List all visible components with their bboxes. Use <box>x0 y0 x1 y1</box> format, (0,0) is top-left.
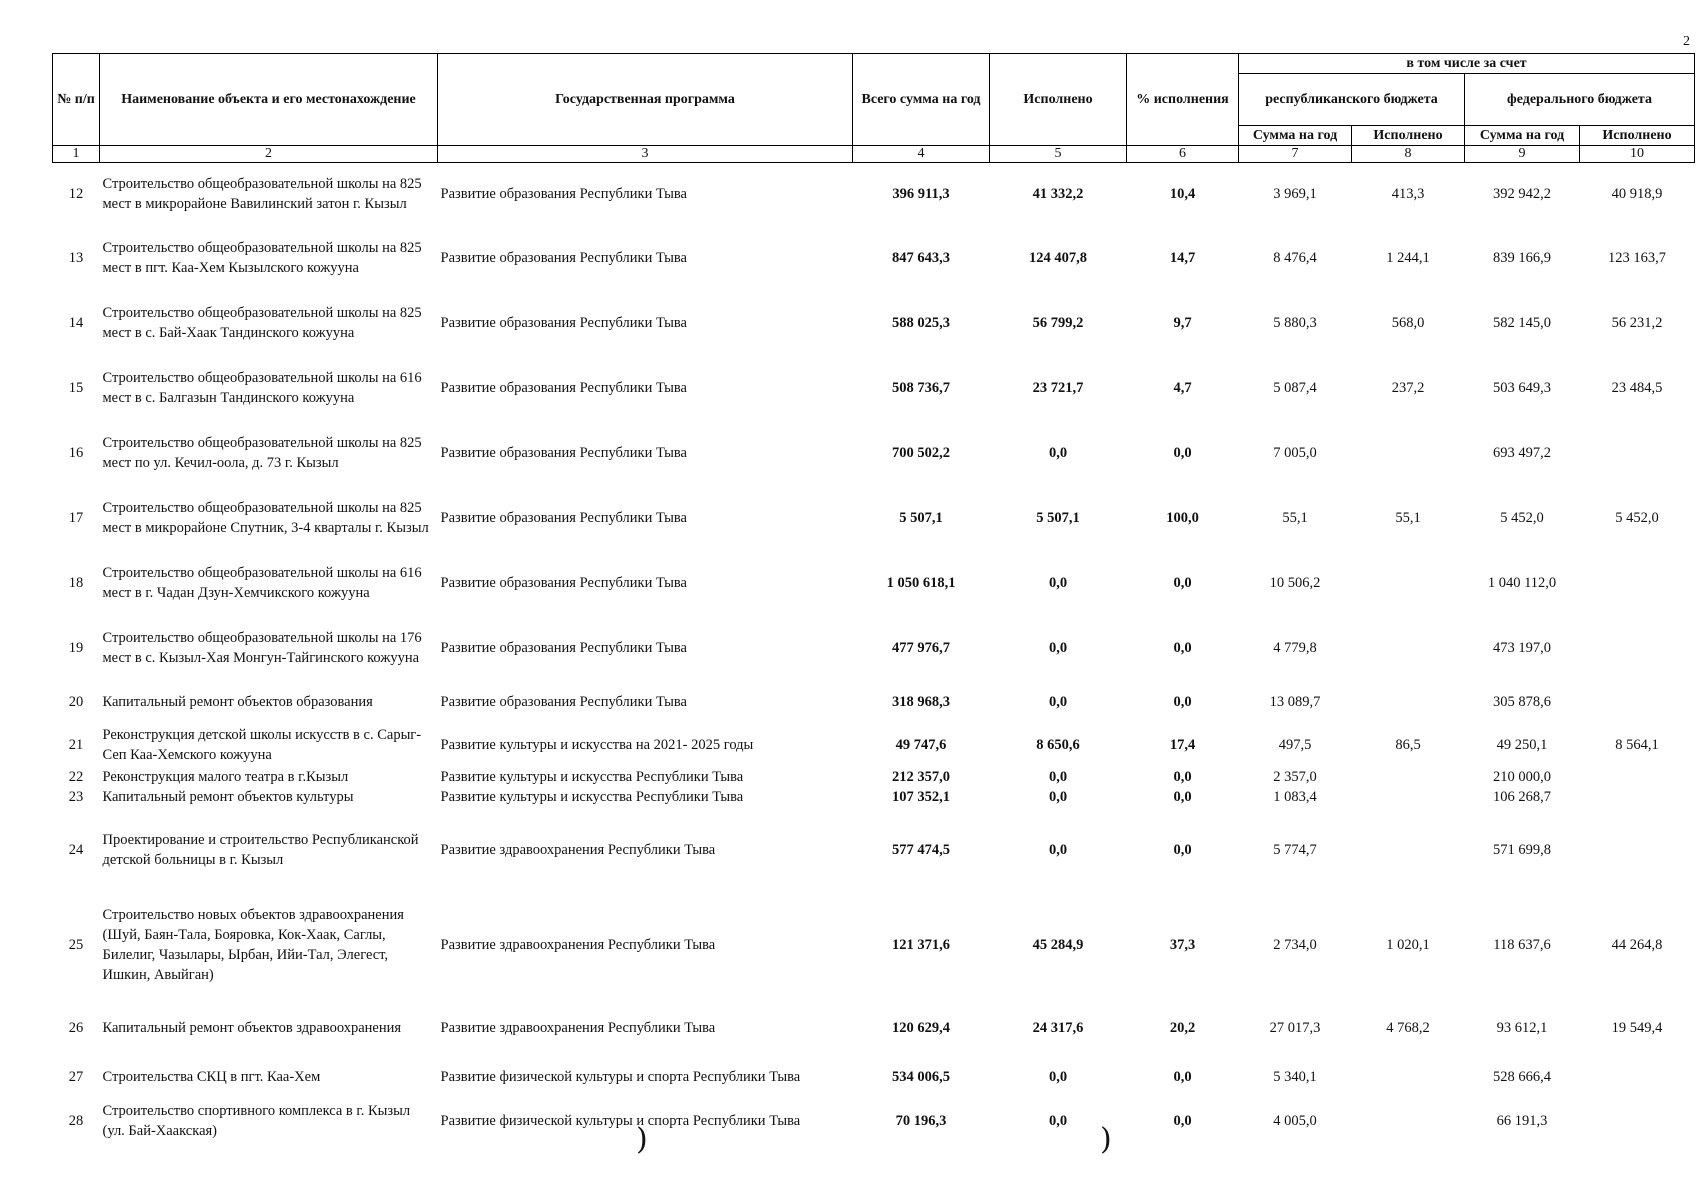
done-sum: 0,0 <box>1048 575 1068 591</box>
fed-budget-done: 5 452,0 <box>1615 510 1659 526</box>
program-name: Развитие культуры и искусства Республики Тыва <box>440 768 744 785</box>
table-row <box>53 1059 1695 1095</box>
program-name: Развитие образования Республики Тыва <box>440 380 687 396</box>
fed-budget-sum: 473 197,0 <box>1493 640 1551 656</box>
fed-budget-sum: 106 268,7 <box>1493 788 1551 805</box>
header-fed-budget: федерального бюджета <box>1465 74 1695 126</box>
total-sum: 5 507,1 <box>899 510 943 526</box>
fed-budget-done: 123 163,7 <box>1608 250 1666 266</box>
fed-budget-done <box>1580 681 1695 723</box>
row-number: 23 <box>68 788 84 805</box>
construction-report-table <box>52 53 1695 1147</box>
column-number-row <box>53 146 1695 163</box>
rep-budget-done <box>1352 616 1465 681</box>
fed-budget-sum: 5 452,0 <box>1500 510 1544 526</box>
table-row <box>53 616 1695 681</box>
row-number: 17 <box>68 510 84 526</box>
table-row <box>53 997 1695 1059</box>
percent-done: 0,0 <box>1173 575 1192 591</box>
total-sum: 107 352,1 <box>892 788 950 805</box>
rep-budget-done: 55,1 <box>1395 510 1421 526</box>
rep-budget-sum: 2 734,0 <box>1273 937 1317 953</box>
object-name: Реконструкция малого театра в г.Кызыл <box>102 768 349 785</box>
program-name: Развитие образования Республики Тыва <box>440 250 687 266</box>
done-sum: 0,0 <box>1048 842 1068 858</box>
program-name: Развитие здравоохранения Республики Тыва <box>440 842 716 858</box>
done-sum: 0,0 <box>1048 640 1068 656</box>
object-name: Проектирование и строительство Республиканской детской больницы в г. Кызыл <box>102 832 419 868</box>
rep-budget-done: 237,2 <box>1391 380 1425 396</box>
rep-budget-done: 4 768,2 <box>1386 1019 1430 1036</box>
column-number: 7 <box>1239 146 1352 163</box>
object-name: Строительство общеобразовательной школы на 825 мест в микрорайоне Вавилинский затон г. Кызыл <box>102 176 422 213</box>
percent-done: 0,0 <box>1173 1068 1192 1085</box>
percent-done: 37,3 <box>1169 937 1196 953</box>
percent-done: 9,7 <box>1173 315 1192 331</box>
page-number: 2 <box>1683 34 1690 49</box>
table-row <box>53 1095 1695 1147</box>
fed-budget-sum: 571 699,8 <box>1493 842 1551 858</box>
table-row <box>53 421 1695 486</box>
column-number: 9 <box>1465 146 1580 163</box>
object-name: Капитальный ремонт объектов образования <box>102 693 373 710</box>
fed-budget-done: 8 564,1 <box>1615 736 1659 753</box>
handwritten-mark: ) <box>1100 1122 1112 1157</box>
header-name: Наименование объекта и его местонахождение <box>100 54 438 146</box>
done-sum: 0,0 <box>1048 1068 1068 1085</box>
header-fed-sum: Сумма на год <box>1465 126 1580 146</box>
fed-budget-done <box>1580 551 1695 616</box>
total-sum: 318 968,3 <box>892 693 950 710</box>
header-num: № п/п <box>53 54 100 146</box>
object-name: Капитальный ремонт объектов культуры <box>102 788 354 805</box>
rep-budget-done <box>1352 551 1465 616</box>
row-number: 25 <box>68 937 84 953</box>
total-sum: 534 006,5 <box>892 1068 950 1085</box>
program-name: Развитие здравоохранения Республики Тыва <box>440 937 716 953</box>
percent-done: 0,0 <box>1173 693 1192 710</box>
total-sum: 700 502,2 <box>892 445 950 461</box>
rep-budget-sum: 497,5 <box>1278 736 1312 753</box>
header-rep-sum: Сумма на год <box>1239 126 1352 146</box>
row-number: 15 <box>68 380 84 396</box>
done-sum: 8 650,6 <box>1036 736 1080 753</box>
object-name: Строительство общеобразовательной школы на 825 мест по ул. Кечил-оола, д. 73 г. Кызыл <box>102 435 422 471</box>
rep-budget-sum: 5 340,1 <box>1273 1068 1317 1085</box>
fed-budget-sum: 49 250,1 <box>1496 736 1548 753</box>
fed-budget-sum: 392 942,2 <box>1493 186 1551 203</box>
total-sum: 396 911,3 <box>892 186 950 203</box>
fed-budget-sum: 305 878,6 <box>1493 693 1551 710</box>
row-number: 19 <box>68 640 84 656</box>
object-name: Строительство общеобразовательной школы на 825 мест в микрорайоне Спутник, 3-4 кварталы г. Кызыл <box>102 500 429 536</box>
object-name: Строительство новых объектов здравоохранения (Шуй, Баян-Тала, Бояровка, Кок-Хаак, Саглы, Билелиг, Чазылары, Ырбан, Ийи-Тал, Элегест, Ишкин, Авыйган) <box>102 907 404 983</box>
row-number: 22 <box>68 768 84 785</box>
done-sum: 0,0 <box>1048 445 1068 461</box>
percent-done: 20,2 <box>1169 1019 1196 1036</box>
header-total: Всего сумма на год <box>853 54 990 146</box>
fed-budget-sum: 582 145,0 <box>1493 315 1551 331</box>
total-sum: 212 357,0 <box>892 768 950 785</box>
fed-budget-sum: 528 666,4 <box>1493 1068 1551 1085</box>
program-name: Развитие образования Республики Тыва <box>440 186 687 203</box>
rep-budget-sum: 5 774,7 <box>1273 842 1317 858</box>
fed-budget-done: 19 549,4 <box>1611 1019 1663 1036</box>
object-name: Строительство общеобразовательной школы на 176 мест в с. Кызыл-Хая Монгун-Тайгинского кожууна <box>102 630 422 666</box>
column-number: 8 <box>1352 146 1465 163</box>
percent-done: 0,0 <box>1173 788 1192 805</box>
done-sum: 0,0 <box>1048 788 1068 805</box>
column-number: 10 <box>1580 146 1695 163</box>
object-name: Строительство общеобразовательной школы на 616 мест в г. Чадан Дзун-Хемчикского кожууна <box>102 565 422 601</box>
rep-budget-sum: 1 083,4 <box>1273 788 1317 805</box>
column-number: 3 <box>438 146 853 163</box>
rep-budget-done: 568,0 <box>1391 315 1425 331</box>
done-sum: 0,0 <box>1048 768 1068 785</box>
total-sum: 1 050 618,1 <box>886 575 956 591</box>
row-number: 16 <box>68 445 84 461</box>
rep-budget-done: 413,3 <box>1391 186 1425 203</box>
fed-budget-sum: 93 612,1 <box>1496 1019 1548 1036</box>
rep-budget-done <box>1352 1095 1465 1147</box>
row-number: 13 <box>68 250 84 266</box>
object-name: Строительства СКЦ в пгт. Каа-Хем <box>102 1068 321 1085</box>
fed-budget-sum: 210 000,0 <box>1493 768 1551 785</box>
table-row <box>53 486 1695 551</box>
done-sum: 124 407,8 <box>1029 250 1087 266</box>
total-sum: 508 736,7 <box>892 380 950 396</box>
percent-done: 4,7 <box>1173 380 1192 396</box>
row-number: 28 <box>68 1112 84 1129</box>
row-number: 21 <box>68 736 84 753</box>
total-sum: 121 371,6 <box>892 937 950 953</box>
total-sum: 577 474,5 <box>892 842 950 858</box>
program-name: Развитие образования Республики Тыва <box>440 445 687 461</box>
rep-budget-done <box>1352 767 1465 787</box>
column-number: 4 <box>853 146 990 163</box>
program-name: Развитие образования Республики Тыва <box>440 575 687 591</box>
fed-budget-done <box>1580 421 1695 486</box>
done-sum: 45 284,9 <box>1032 937 1084 953</box>
row-number: 12 <box>68 186 84 203</box>
table-row <box>53 356 1695 421</box>
program-name: Развитие физической культуры и спорта Республики Тыва <box>440 1112 801 1129</box>
object-name: Строительство спортивного комплекса в г. Кызыл (ул. Бай-Хаакская) <box>102 1102 411 1139</box>
percent-done: 0,0 <box>1173 768 1192 785</box>
header-program: Государственная программа <box>438 54 853 146</box>
table-row <box>53 787 1695 807</box>
fed-budget-sum: 839 166,9 <box>1493 250 1551 266</box>
object-name: Капитальный ремонт объектов здравоохранения <box>102 1019 402 1036</box>
column-number: 2 <box>100 146 438 163</box>
object-name: Строительство общеобразовательной школы на 825 мест в пгт. Каа-Хем Кызылского кожууна <box>102 240 422 276</box>
program-name: Развитие образования Республики Тыва <box>440 693 687 710</box>
object-name: Строительство общеобразовательной школы на 825 мест в с. Бай-Хаак Тандинского кожууна <box>102 305 422 341</box>
done-sum: 56 799,2 <box>1032 315 1084 331</box>
header-percent: % исполнения <box>1127 54 1239 146</box>
rep-budget-sum: 3 969,1 <box>1273 186 1317 203</box>
row-number: 27 <box>68 1068 84 1085</box>
percent-done: 0,0 <box>1173 640 1192 656</box>
header-done: Исполнено <box>990 54 1127 146</box>
percent-done: 0,0 <box>1173 445 1192 461</box>
row-number: 24 <box>68 842 84 858</box>
rep-budget-sum: 13 089,7 <box>1269 693 1321 710</box>
fed-budget-done: 56 231,2 <box>1611 315 1663 331</box>
table-body <box>53 163 1695 1147</box>
rep-budget-sum: 5 880,3 <box>1273 315 1317 331</box>
table-row <box>53 894 1695 997</box>
rep-budget-sum: 7 005,0 <box>1273 445 1317 461</box>
rep-budget-sum: 55,1 <box>1282 510 1308 526</box>
fed-budget-done <box>1580 807 1695 894</box>
rep-budget-sum: 4 005,0 <box>1273 1112 1317 1129</box>
object-name: Строительство общеобразовательной школы на 616 мест в с. Балгазын Тандинского кожууна <box>102 370 422 406</box>
table-row <box>53 767 1695 787</box>
rep-budget-sum: 5 087,4 <box>1273 380 1317 396</box>
percent-done: 10,4 <box>1169 186 1196 203</box>
percent-done: 100,0 <box>1166 510 1199 526</box>
row-number: 26 <box>68 1019 84 1036</box>
handwritten-mark: ) <box>636 1122 648 1157</box>
fed-budget-sum: 118 637,6 <box>1493 937 1551 953</box>
table-row <box>53 681 1695 723</box>
fed-budget-sum: 503 649,3 <box>1493 380 1551 396</box>
fed-budget-done <box>1580 616 1695 681</box>
done-sum: 41 332,2 <box>1032 186 1084 203</box>
report-table-wrapper <box>52 53 1694 1147</box>
program-name: Развитие образования Республики Тыва <box>440 510 687 526</box>
program-name: Развитие образования Республики Тыва <box>440 315 687 331</box>
fed-budget-sum: 693 497,2 <box>1493 445 1551 461</box>
rep-budget-done: 86,5 <box>1395 736 1421 753</box>
rep-budget-sum: 8 476,4 <box>1273 250 1317 266</box>
program-name: Развитие здравоохранения Республики Тыва <box>440 1019 716 1036</box>
fed-budget-sum: 66 191,3 <box>1496 1112 1548 1129</box>
done-sum: 5 507,1 <box>1036 510 1080 526</box>
rep-budget-done <box>1352 787 1465 807</box>
header-fed-done: Исполнено <box>1580 126 1695 146</box>
header-including: в том числе за счет <box>1239 54 1695 74</box>
done-sum: 23 721,7 <box>1032 380 1084 396</box>
rep-budget-done <box>1352 421 1465 486</box>
table-row <box>53 291 1695 356</box>
rep-budget-sum: 27 017,3 <box>1269 1019 1321 1036</box>
row-number: 14 <box>68 315 84 331</box>
total-sum: 477 976,7 <box>892 640 950 656</box>
table-row <box>53 226 1695 291</box>
percent-done: 14,7 <box>1169 250 1196 266</box>
fed-budget-done: 23 484,5 <box>1611 380 1663 396</box>
rep-budget-sum: 4 779,8 <box>1273 640 1317 656</box>
done-sum: 24 317,6 <box>1032 1019 1084 1036</box>
fed-budget-done: 44 264,8 <box>1611 937 1663 953</box>
total-sum: 49 747,6 <box>895 736 947 753</box>
rep-budget-done <box>1352 1059 1465 1095</box>
total-sum: 70 196,3 <box>895 1112 947 1129</box>
fed-budget-done <box>1580 1095 1695 1147</box>
rep-budget-sum: 2 357,0 <box>1273 768 1317 785</box>
table-row <box>53 551 1695 616</box>
table-row <box>53 163 1695 226</box>
column-number: 5 <box>990 146 1127 163</box>
header-rep-done: Исполнено <box>1352 126 1465 146</box>
column-number: 6 <box>1127 146 1239 163</box>
column-number: 1 <box>53 146 100 163</box>
done-sum: 0,0 <box>1048 1112 1068 1129</box>
program-name: Развитие образования Республики Тыва <box>440 640 687 656</box>
rep-budget-done <box>1352 807 1465 894</box>
program-name: Развитие культуры и искусства на 2021- 2025 годы <box>440 736 754 753</box>
fed-budget-done <box>1580 1059 1695 1095</box>
done-sum: 0,0 <box>1048 693 1068 710</box>
fed-budget-done <box>1580 767 1695 787</box>
fed-budget-sum: 1 040 112,0 <box>1487 575 1557 591</box>
percent-done: 0,0 <box>1173 1112 1192 1129</box>
row-number: 20 <box>68 693 84 710</box>
rep-budget-done: 1 244,1 <box>1386 250 1430 266</box>
total-sum: 588 025,3 <box>892 315 950 331</box>
row-number: 18 <box>68 575 84 591</box>
percent-done: 17,4 <box>1169 736 1196 753</box>
program-name: Развитие физической культуры и спорта Республики Тыва <box>440 1068 801 1085</box>
header-rep-budget: республиканского бюджета <box>1239 74 1465 126</box>
percent-done: 0,0 <box>1173 842 1192 858</box>
rep-budget-sum: 10 506,2 <box>1269 575 1321 591</box>
object-name: Реконструкция детской школы искусств в с. Сарыг-Сеп Каа-Хемского кожууна <box>102 726 422 763</box>
rep-budget-done: 1 020,1 <box>1386 937 1430 953</box>
table-row <box>53 807 1695 894</box>
total-sum: 120 629,4 <box>892 1019 950 1036</box>
total-sum: 847 643,3 <box>892 250 950 266</box>
rep-budget-done <box>1352 681 1465 723</box>
table-row <box>53 723 1695 767</box>
fed-budget-done: 40 918,9 <box>1611 186 1663 203</box>
fed-budget-done <box>1580 787 1695 807</box>
program-name: Развитие культуры и искусства Республики Тыва <box>440 788 744 805</box>
